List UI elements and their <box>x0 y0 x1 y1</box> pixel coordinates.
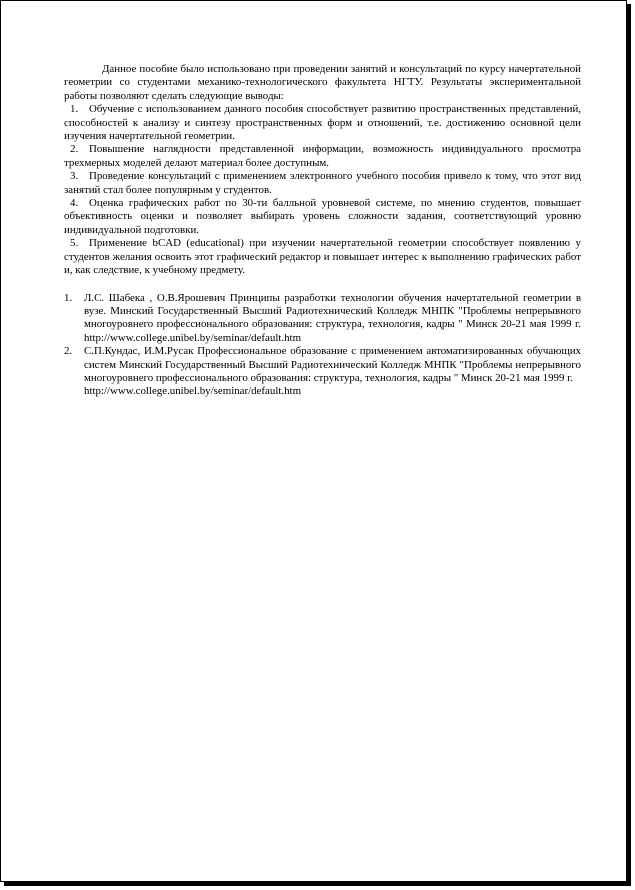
conclusion-number: 5. <box>70 237 79 250</box>
intro-paragraph: Данное пособие было использовано при проведении занятий и консультаций по курсу начертательной геометрии со студентами механико-технологического факультета НГТУ. Результаты экспериментальной работы позволяют сделать следующие выводы: <box>64 63 581 102</box>
conclusion-item <box>64 237 581 277</box>
conclusion-number: 3. <box>70 170 79 183</box>
reference-number: 2. <box>64 345 73 358</box>
reference-number: 1. <box>64 291 73 304</box>
conclusion-text: Применение bCAD (educational) при изучении начертательной геометрии способствует появлению у студентов желания освоить этот графический редактор и повышает интерес к выполнению графических работ и, как следствие, к учебному предмету. <box>64 237 581 277</box>
conclusion-number: 4. <box>70 197 79 210</box>
conclusion-text: Повышение наглядности представленной информации, возможность индивидуального просмотра трехмерных моделей делают материал более доступным. <box>64 143 581 169</box>
references-list <box>64 292 581 399</box>
conclusion-number: 2. <box>70 143 79 156</box>
conclusion-number: 1. <box>70 103 79 116</box>
document-body <box>64 63 581 399</box>
reference-body: С.П.Кундас, И.М.Русак Профессиональное образование с применением автоматизированных обучающих систем Минский Государственный Высший Радиотехнический Колледж МНПК "Проблемы непрерывного многоуровнего профессионального образования: структура, технология, кадры " Минск 20-21 мая 1999 г. <box>84 345 581 384</box>
conclusion-text: Проведение консультаций с применением электронного учебного пособия привело к тому, что этот вид занятий стал более популярным у студентов. <box>64 170 581 196</box>
reference-url: http://www.college.unibel.by/seminar/default.htm <box>84 385 302 398</box>
reference-text <box>84 345 581 399</box>
conclusions-list <box>64 103 581 277</box>
reference-body: Л.С. Шабека , О.В.Ярошевич Принципы разработки технологии обучения начертательной геометрии в вузе. Минский Государственный Высший Радиотехнический Колледж МНПК "Проблемы непрерывного многоуровнего профессионального образования: структура, технология, кадры " Минск 20-21 мая 1999 г. http://www.college.unibel.by/seminar/default.htm <box>84 291 581 344</box>
reference-text <box>84 292 581 346</box>
reference-item <box>64 345 581 399</box>
conclusion-item <box>64 197 581 237</box>
conclusion-item <box>64 143 581 170</box>
conclusion-item <box>64 103 581 143</box>
reference-item <box>64 292 581 346</box>
conclusion-item <box>64 170 581 197</box>
conclusion-text: Обучение с использованием данного пособия способствует развитию пространственных представлений, способностей к анализу и синтезу пространственных форм и отношений, т.е. достижению основной цели изучения начертательной геометрии. <box>64 103 581 143</box>
conclusion-text: Оценка графических работ по 30-ти балльной уровневой системе, по мнению студентов, повышает объективность оценки и позволяет выбирать уровень сложности задания, соответствующий уровню индивидуальной подготовки. <box>64 197 581 236</box>
